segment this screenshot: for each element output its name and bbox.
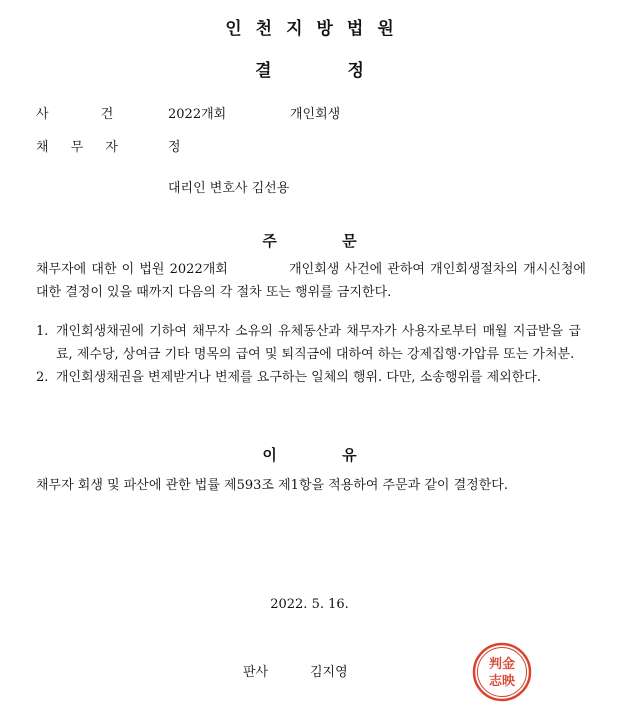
- reason-text: 채무자 회생 및 파산에 관한 법률 제593조 제1항을 적용하여 주문과 같이 결정한다.: [36, 478, 508, 493]
- judge-name: 김지영: [310, 665, 348, 680]
- debtor-name: 정: [168, 140, 181, 155]
- list-item: [36, 366, 581, 389]
- list-item-text: 개인회생채권에 기하여 채무자 소유의 유체동산과 채무자가 사용자로부터 매월 지급받을 급료, 제수당, 상여금 기타 명목의 급여 및 퇴직금에 대하여 하는 강제집행·가압류 또는 가처분.: [56, 324, 581, 362]
- document-title: 결 정: [255, 61, 364, 81]
- list-item: [36, 320, 581, 366]
- list-item-number: 2.: [36, 370, 49, 385]
- case-number: 2022개회: [168, 107, 227, 122]
- court-name: 인천지방법원: [225, 19, 408, 39]
- debtor-label: 채 무 자: [36, 140, 118, 155]
- svg-text:志映: 志映: [488, 674, 516, 689]
- case-type: 개인회생: [290, 107, 341, 122]
- order-title: 주 문: [262, 232, 357, 250]
- judge-label: 판사: [243, 665, 269, 680]
- agent-lawyer: 대리인 변호사 김선용: [168, 181, 290, 196]
- reason-title: 이 유: [262, 446, 357, 464]
- svg-text:判金: 判金: [488, 657, 516, 672]
- list-item-number: 1.: [36, 324, 49, 339]
- decision-date: 2022. 5. 16.: [270, 597, 349, 612]
- judge-seal-icon: [470, 640, 534, 704]
- order-intro: 채무자에 대한 이 법원 2022개회 개인회생 사건에 관하여 개인회생절차의 개시신청에 대한 결정이 있을 때까지 다음의 각 절차 또는 행위를 금지한다.: [36, 262, 586, 300]
- case-label: 사 건: [36, 107, 114, 122]
- order-list: [36, 320, 581, 389]
- list-item-text: 개인회생채권을 변제받거나 변제를 요구하는 일체의 행위. 다만, 소송행위를 제외한다.: [56, 370, 541, 385]
